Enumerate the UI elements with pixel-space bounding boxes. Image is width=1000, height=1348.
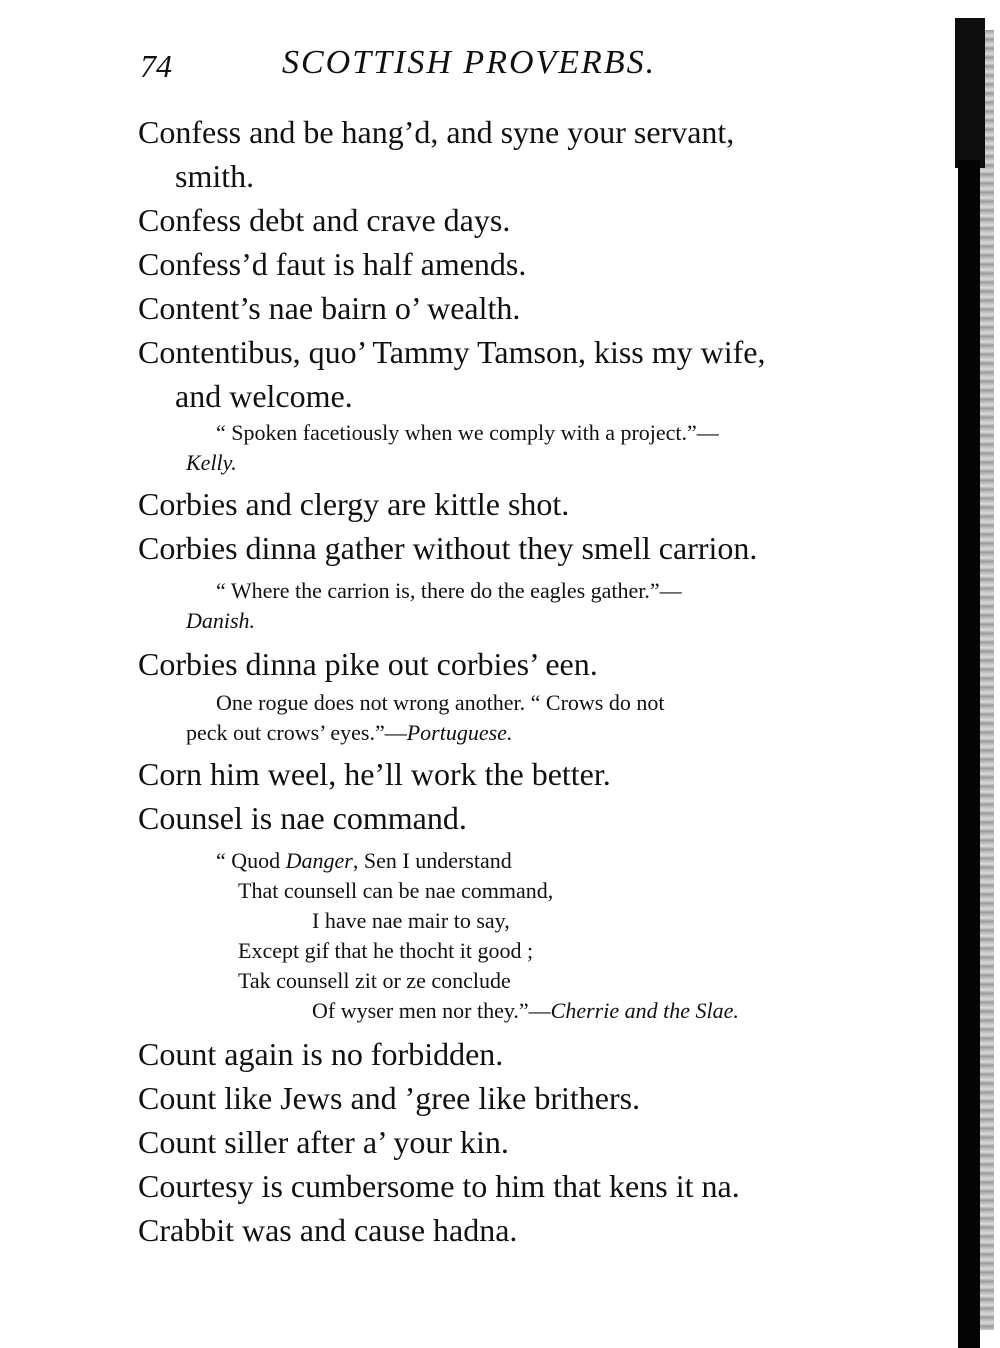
proverb-entry: Count like Jews and ’gree like brithers. <box>138 1080 641 1116</box>
poem-line: Except gif that he thocht it good ; <box>238 938 534 963</box>
poem-text: , Sen I understand <box>352 848 512 873</box>
proverb-entry: Crabbit was and cause hadna. <box>138 1212 518 1248</box>
running-title: SCOTTISH PROVERBS. <box>282 44 657 81</box>
note-source: Portuguese. <box>406 720 513 745</box>
poem-name: Danger <box>285 848 353 873</box>
proverb-entry: Corn him weel, he’ll work the better. <box>138 756 611 792</box>
proverb-entry <box>138 110 875 198</box>
poem-line: Tak counsell zit or ze conclude <box>238 968 511 993</box>
poem-line: That counsell can be nae command, <box>238 878 554 903</box>
commentary-note: One rogue does not wrong another. “ Crows do not <box>216 690 665 715</box>
proverb-line-continued: and welcome. <box>175 378 353 414</box>
proverb-line: Contentibus, quo’ Tammy Tamson, kiss my wife, <box>138 334 766 370</box>
poem-line: I have nae mair to say, <box>312 908 510 933</box>
note-source: Danish. <box>186 608 256 633</box>
note-text: peck out crows’ eyes.”— <box>186 720 407 745</box>
proverb-entry: Count siller after a’ your kin. <box>138 1124 509 1160</box>
poem-source: Cherrie and the Slae. <box>550 998 739 1023</box>
poem-text: Of wyser men nor they.”— <box>312 998 551 1023</box>
page-number: 74 <box>140 48 172 84</box>
proverb-entry: Confess’d faut is half amends. <box>138 246 527 282</box>
poem-line <box>216 846 512 876</box>
proverb-line: Confess and be hang’d, and syne your servant, <box>138 114 735 150</box>
proverb-entry: Corbies dinna gather without they smell carrion. <box>138 530 758 566</box>
poem-text: “ Quod <box>216 848 286 873</box>
commentary-note-continued <box>186 718 512 748</box>
proverb-entry: Corbies dinna pike out corbies’ een. <box>138 646 598 682</box>
scan-gutter-bar <box>958 160 980 1348</box>
proverb-entry: Count again is no forbidden. <box>138 1036 504 1072</box>
proverb-entry: Counsel is nae command. <box>138 800 467 836</box>
proverb-entry <box>138 330 875 418</box>
commentary-note: “ Spoken facetiously when we comply with a project.”— <box>216 420 719 445</box>
proverb-entry: Content’s nae bairn o’ wealth. <box>138 290 521 326</box>
scan-gutter-top <box>955 18 985 168</box>
commentary-note: “ Where the carrion is, there do the eagles gather.”— <box>216 578 682 603</box>
note-source: Kelly. <box>186 450 237 475</box>
poem-line <box>312 996 739 1026</box>
proverb-entry: Courtesy is cumbersome to him that kens it na. <box>138 1168 740 1204</box>
proverb-line-continued: smith. <box>175 158 255 194</box>
proverb-entry: Confess debt and crave days. <box>138 202 511 238</box>
proverb-entry: Corbies and clergy are kittle shot. <box>138 486 570 522</box>
scan-gutter-texture <box>980 30 994 1330</box>
